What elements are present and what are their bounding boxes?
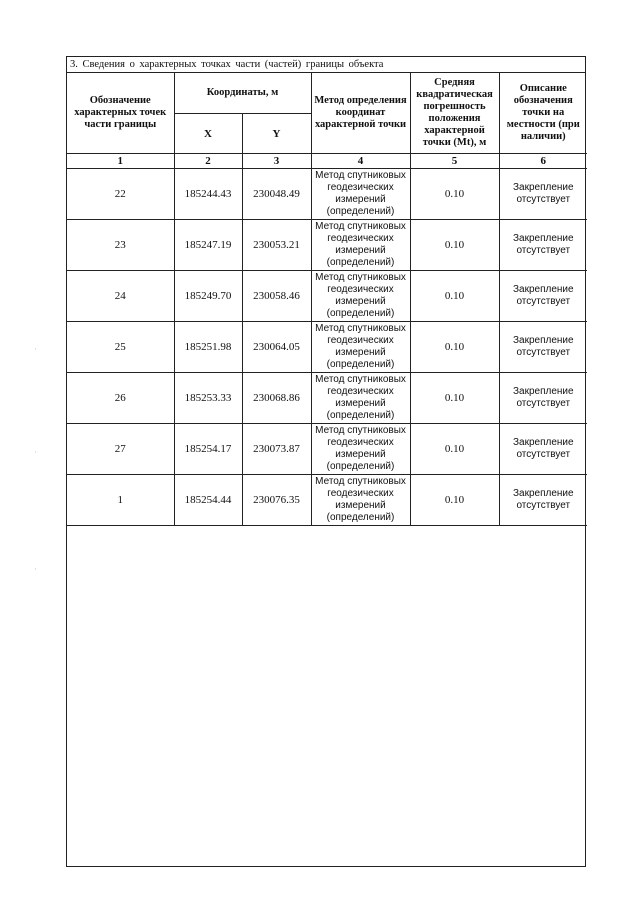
column-number: 4	[311, 154, 410, 169]
coord-x: 185247.19	[174, 220, 242, 271]
coord-y: 230053.21	[242, 220, 311, 271]
coord-y: 230064.05	[242, 322, 311, 373]
coord-y: 230068.86	[242, 373, 311, 424]
coord-x: 185249.70	[174, 271, 242, 322]
header-error: Средняя квадратическая погрешность положения характерной точки (Mt), м	[410, 73, 499, 154]
binding-hole-mark: ·	[34, 345, 37, 355]
coord-y: 230058.46	[242, 271, 311, 322]
binding-hole-mark: ·	[34, 565, 37, 575]
table-row	[67, 424, 587, 475]
method-cell: Метод спутниковых геодезических измерений (определений)	[311, 475, 410, 526]
method-cell: Метод спутниковых геодезических измерений (определений)	[311, 271, 410, 322]
coord-y: 230076.35	[242, 475, 311, 526]
document-frame	[66, 56, 586, 867]
method-cell: Метод спутниковых геодезических измерений (определений)	[311, 373, 410, 424]
point-number: 26	[67, 373, 174, 424]
description-cell: Закрепление отсутствует	[499, 169, 587, 220]
error-cell: 0.10	[410, 475, 499, 526]
description-cell: Закрепление отсутствует	[499, 424, 587, 475]
method-cell: Метод спутниковых геодезических измерений (определений)	[311, 220, 410, 271]
point-number: 27	[67, 424, 174, 475]
column-number: 1	[67, 154, 174, 169]
method-cell: Метод спутниковых геодезических измерений (определений)	[311, 424, 410, 475]
coord-y: 230073.87	[242, 424, 311, 475]
header-y: Y	[242, 114, 311, 154]
header-designation: Обозначение характерных точек части границы	[67, 73, 174, 154]
table-row	[67, 322, 587, 373]
method-cell: Метод спутниковых геодезических измерений (определений)	[311, 169, 410, 220]
table-row	[67, 169, 587, 220]
point-number: 1	[67, 475, 174, 526]
section-title: 3. Сведения о характерных точках части (частей) границы объекта	[67, 57, 585, 73]
error-cell: 0.10	[410, 271, 499, 322]
error-cell: 0.10	[410, 169, 499, 220]
description-cell: Закрепление отсутствует	[499, 322, 587, 373]
column-number-row	[67, 154, 587, 169]
coord-y: 230048.49	[242, 169, 311, 220]
table-row	[67, 373, 587, 424]
error-cell: 0.10	[410, 373, 499, 424]
column-number: 2	[174, 154, 242, 169]
header-coordinates: Координаты, м	[174, 73, 311, 114]
table-row	[67, 271, 587, 322]
column-number: 3	[242, 154, 311, 169]
error-cell: 0.10	[410, 220, 499, 271]
point-number: 22	[67, 169, 174, 220]
coord-x: 185254.44	[174, 475, 242, 526]
method-cell: Метод спутниковых геодезических измерений (определений)	[311, 322, 410, 373]
error-cell: 0.10	[410, 322, 499, 373]
point-number: 25	[67, 322, 174, 373]
error-cell: 0.10	[410, 424, 499, 475]
coord-x: 185251.98	[174, 322, 242, 373]
table-row	[67, 475, 587, 526]
description-cell: Закрепление отсутствует	[499, 271, 587, 322]
description-cell: Закрепление отсутствует	[499, 373, 587, 424]
description-cell: Закрепление отсутствует	[499, 220, 587, 271]
point-number: 23	[67, 220, 174, 271]
coord-x: 185254.17	[174, 424, 242, 475]
coord-x: 185253.33	[174, 373, 242, 424]
description-cell: Закрепление отсутствует	[499, 475, 587, 526]
table-row	[67, 220, 587, 271]
points-table	[67, 73, 587, 526]
header-method: Метод определения координат характерной точки	[311, 73, 410, 154]
point-number: 24	[67, 271, 174, 322]
coord-x: 185244.43	[174, 169, 242, 220]
binding-hole-mark: ·	[34, 448, 37, 458]
header-x: X	[174, 114, 242, 154]
column-number: 5	[410, 154, 499, 169]
header-description: Описание обозначения точки на местности (при наличии)	[499, 73, 587, 154]
column-number: 6	[499, 154, 587, 169]
